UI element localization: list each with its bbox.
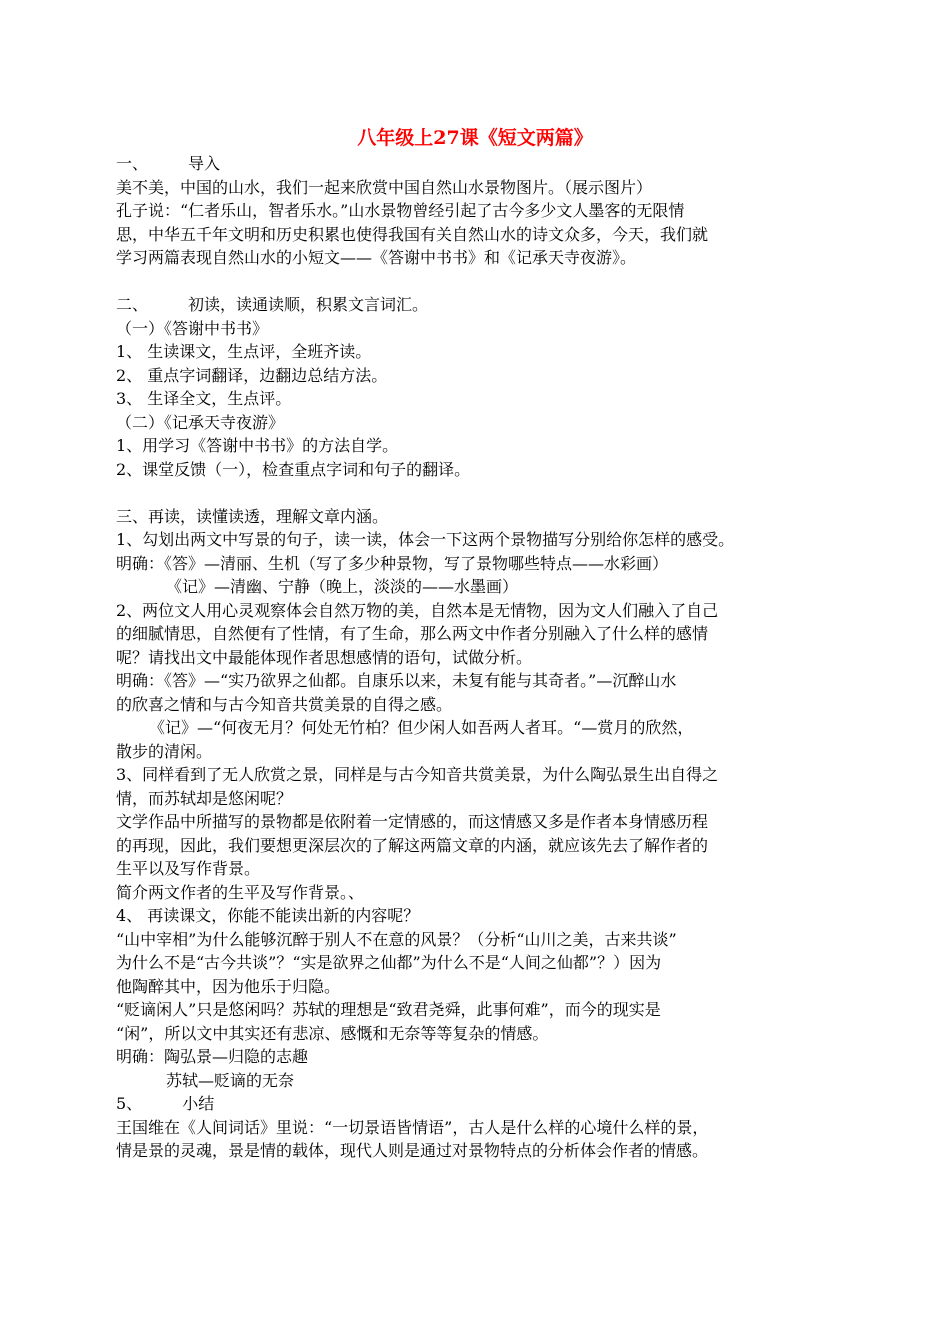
- section-title: 初读，读通读顺，积累文言词汇。: [188, 295, 429, 314]
- paragraph-line: “山中宰相”为什么能够沉醉于别人不在意的风景？（分析“山川之美，古来共谈”: [116, 929, 677, 949]
- document-body: [116, 152, 841, 1163]
- blank-line: [116, 481, 841, 505]
- subsection-title: 小结: [182, 1094, 215, 1113]
- section-number: 一、: [116, 154, 149, 173]
- paragraph-line: 2、 重点字词翻译，边翻边总结方法。: [116, 365, 388, 385]
- paragraph-line: 4、 再读课文，你能不能读出新的内容呢？: [116, 906, 420, 925]
- paragraph-line: 呢？请找出文中最能体现作者思想感情的语句，试做分析。: [116, 647, 533, 667]
- paragraph-line: 情，而苏轼却是悠闲呢？: [116, 788, 293, 808]
- paragraph-line: 情是景的灵魂，景是情的载体，现代人则是通过对景物特点的分析体会作者的情感。: [116, 1141, 709, 1160]
- blank-line: [116, 270, 841, 294]
- paragraph-line: （一）《答谢中书书》: [116, 318, 269, 338]
- paragraph-line: 学习两篇表现自然山水的小短文——《答谢中书书》和《记承天寺夜游》。: [116, 248, 637, 267]
- paragraph-line: 生平以及写作背景。: [116, 859, 261, 878]
- paragraph-line: 1、用学习《答谢中书书》的方法自学。: [116, 436, 399, 455]
- paragraph-line: 简介两文作者的生平及写作背景。、: [116, 882, 365, 902]
- paragraph-line: 美不美，中国的山水，我们一起来欣赏中国自然山水景物图片。（展示图片）: [116, 177, 653, 197]
- paragraph-line: （二）《记承天寺夜游》: [116, 412, 285, 432]
- paragraph-line: 3、 生译全文，生点评。: [116, 389, 292, 408]
- document-title: 八年级上27课《短文两篇》: [357, 127, 593, 149]
- section-number: 二、: [116, 295, 149, 314]
- paragraph-line: 2、课堂反馈（一），检查重点字词和句子的翻译。: [116, 459, 471, 479]
- section-title: 导入: [188, 154, 221, 173]
- paragraph-line: 的再现，因此，我们要想更深层次的了解这两篇文章的内涵，就应该先去了解作者的: [116, 835, 709, 855]
- paragraph-line: 散步的清闲。: [116, 741, 213, 761]
- paragraph-line: 1、 生读课文，生点评，全班齐读。: [116, 342, 372, 361]
- paragraph-line: 他陶醉其中，因为他乐于归隐。: [116, 976, 341, 996]
- paragraph-line: “闲”，所以文中其实还有悲凉、感慨和无奈等等复杂的情感。: [116, 1023, 549, 1043]
- paragraph-line: 1、勾划出两文中写景的句子，读一读，体会一下这两个景物描写分别给你怎样的感受。: [116, 530, 735, 549]
- paragraph-line: 思，中华五千年文明和历史积累也使得我国有关自然山水的诗文众多，今天，我们就: [116, 224, 709, 244]
- paragraph-line: 的欣喜之情和与古今知音共赏美景的自得之感。: [116, 694, 453, 714]
- section-heading: [116, 152, 841, 176]
- paragraph-line: 3、同样看到了无人欣赏之景，同样是与古今知音共赏美景，为什么陶弘景生出自得之: [116, 765, 719, 784]
- paragraph-line: 王国维在《人间词话》里说：“一切景语皆情语”，古人是什么样的心境什么样的景，: [116, 1117, 709, 1137]
- paragraph-line: 明确：《答》—清丽、生机（写了多少种景物，写了景物哪些特点——水彩画）: [116, 553, 669, 573]
- paragraph-line: 苏轼—贬谪的无奈: [166, 1070, 295, 1090]
- paragraph-line: 《记》—清幽、宁静（晚上，淡淡的——水墨画）: [166, 577, 519, 596]
- paragraph-line: 明确：《答》—“实乃欲界之仙都。自康乐以来，未复有能与其奇者。”—沉醉山水: [116, 671, 677, 690]
- paragraph-line: 的细腻情思，自然便有了性情，有了生命，那么两文中作者分别融入了什么样的感情: [116, 624, 709, 643]
- paragraph-line: “贬谪闲人”只是悠闲吗？苏轼的理想是“致君尧舜，此事何难”，而今的现实是: [116, 1000, 661, 1019]
- section-heading: [116, 293, 841, 317]
- paragraph-line: 孔子说：“仁者乐山，智者乐水。”山水景物曾经引起了古今多少文人墨客的无限情: [116, 201, 685, 220]
- subsection-heading: [116, 1092, 841, 1116]
- paragraph-line: 明确：陶弘景—归隐的志趣: [116, 1047, 309, 1066]
- paragraph-line: 为什么不是“古今共谈”？“实是欲界之仙都”为什么不是“人间之仙都”？）因为: [116, 953, 662, 972]
- section-heading: 三、再读，读懂读透，理解文章内涵。: [116, 506, 389, 526]
- paragraph-line: 2、两位文人用心灵观察体会自然万物的美，自然本是无情物，因为文人们融入了自己: [116, 600, 719, 620]
- subsection-number: 5、: [116, 1094, 143, 1113]
- paragraph-line: 文学作品中所描写的景物都是依附着一定情感的，而这情感又多是作者本身情感历程: [116, 812, 709, 831]
- paragraph-line: 《记》—“何夜无月？何处无竹柏？但少闲人如吾两人者耳。“—赏月的欣然，: [149, 718, 694, 737]
